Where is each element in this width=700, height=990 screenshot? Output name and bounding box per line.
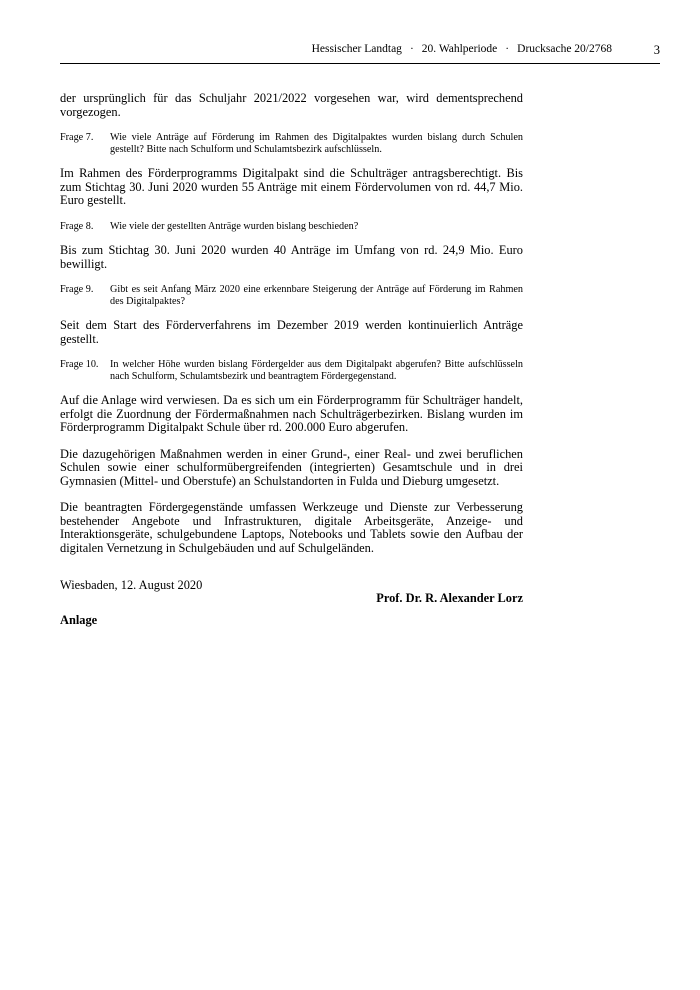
question-8 <box>60 221 523 233</box>
measures-paragraph: Die dazugehörigen Maßnahmen werden in einer Grund-, einer Real- und zwei beruflichen Schulen sowie einer schulformübergreifenden (integrierten) Gesamtschule und in drei Gymnasien (Mittel- und Oberstufe) an Schulstandorten in Fulda und Dieburg umgesetzt. <box>60 446 523 488</box>
question-label: Frage 10. <box>60 359 99 370</box>
page-number: 3 <box>653 43 660 57</box>
signature-block <box>60 579 523 606</box>
header-separator: · <box>505 43 510 55</box>
header-separator: · <box>409 43 414 55</box>
anlage-heading: Anlage <box>60 613 98 627</box>
question-label: Frage 9. <box>60 284 94 295</box>
question-9 <box>60 284 523 307</box>
header-parliament: Hessischer Landtag <box>311 43 402 55</box>
header-period: 20. Wahlperiode <box>421 43 498 55</box>
intro-paragraph: der ursprünglich für das Schuljahr 2021/2022 vorgesehen war, wird dementsprechend vorgezogen. <box>60 91 523 119</box>
document-body <box>60 92 523 606</box>
signatory-name: Prof. Dr. R. Alexander Lorz <box>376 591 523 605</box>
page-header <box>60 43 660 64</box>
question-text: Wie viele der gestellten Anträge wurden bislang beschieden? <box>110 220 359 232</box>
header-drucksache: Drucksache 20/2768 <box>517 43 612 55</box>
question-text: Wie viele Anträge auf Förderung im Rahmen des Digitalpaktes wurden bislang durch Schulen gestellt? Bitte nach Schulform und Schulamtsbezirk aufschlüsseln. <box>110 132 523 155</box>
place-date: Wiesbaden, 12. August 2020 <box>60 578 203 592</box>
question-text: Gibt es seit Anfang März 2020 eine erkennbare Steigerung der Anträge auf Förderung im Rahmen des Digitalpaktes? <box>110 284 523 307</box>
question-10 <box>60 359 523 382</box>
question-text: In welcher Höhe wurden bislang Fördergelder aus dem Digitalpakt abgerufen? Bitte aufschlüsseln nach Schulform, Schulamtsbezirk und beantragtem Fördergegenstand. <box>110 359 523 382</box>
answer-7: Im Rahmen des Förderprogramms Digitalpakt sind die Schulträger antragsberechtigt. Bis zum Stichtag 30. Juni 2020 wurden 55 Anträge mit einem Fördervolumen von rd. 44,7 Mio. Euro gestellt. <box>60 166 523 207</box>
header-text <box>312 43 612 55</box>
question-7 <box>60 132 523 155</box>
question-label: Frage 7. <box>60 132 94 143</box>
answer-8: Bis zum Stichtag 30. Juni 2020 wurden 40 Anträge im Umfang von rd. 24,9 Mio. Euro bewilligt. <box>60 243 523 271</box>
answer-10: Auf die Anlage wird verwiesen. Da es sich um ein Förderprogramm für Schulträger handelt, erfolgt die Zuordnung der Fördermaßnahmen nach Schulträgerbezirken. Bislang wurden im Förderprogramm Digitalpakt Schule über rd. 200.000 Euro abgerufen. <box>60 393 523 434</box>
answer-9: Seit dem Start des Förderverfahrens im Dezember 2019 werden kontinuierlich Anträge gestellt. <box>60 318 523 346</box>
question-label: Frage 8. <box>60 220 94 232</box>
items-paragraph: Die beantragten Fördergegenstände umfassen Werkzeuge und Dienste zur Verbesserung bestehender Angebote und Infrastrukturen, digitale Arbeitsgeräte, Anzeige- und Interaktionsgeräte, schulgebundene Laptops, Notebooks und Tablets sowie den Aufbau der digitalen Vernetzung in Schulgebäuden und auf Schulgeländen. <box>60 500 523 555</box>
